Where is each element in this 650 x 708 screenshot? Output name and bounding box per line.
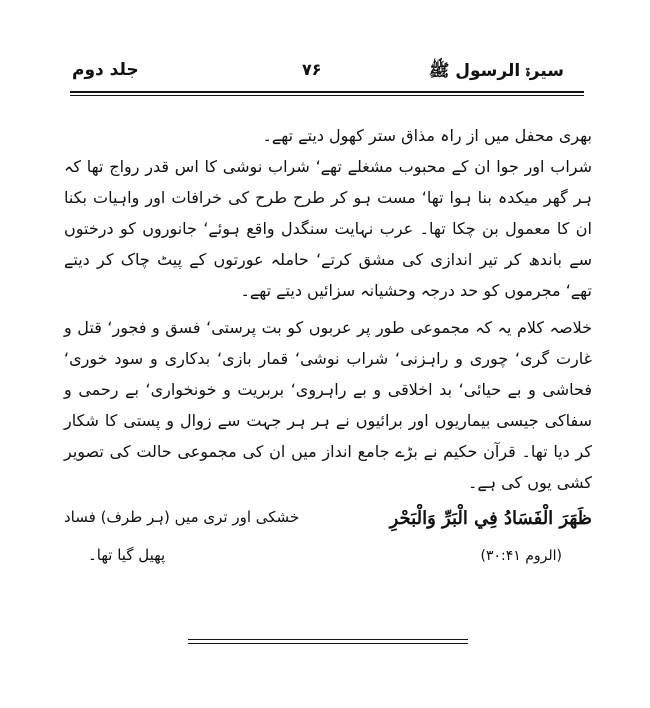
book-title: سیرۃ الرسول ﷺ (428, 61, 564, 81)
verse-translation-line-2: پھیل گیا تھا۔ (88, 546, 166, 564)
paragraph-3: خلاصہ کلام یہ کہ مجموعی طور پر عربوں کو بت پرستی‘ فسق و فجور‘ قتل و غارت گری‘ چوری و راہزنی‘ شراب نوشی‘ قمار بازی‘ بدکاری و سود خوری‘ فحاشی و بے حیائی‘ بد اخلاقی و بے راہروی‘ بربریت و خونخواری‘ بے رحمی و سفاکی جیسی بیماریوں اور برائیوں نے ہر ہر جہت سے زوال و پستی کا شکار کر دیا تھا۔ قرآن حکیم نے بڑے جامع انداز میں ان کی مجموعی حالت کی تصویر کشی یوں کی ہے۔ (64, 318, 592, 492)
body-text (64, 120, 592, 498)
footer-rule (188, 639, 468, 640)
volume-label: جلد دوم (72, 60, 139, 80)
paragraph-1: بھری محفل میں از راہ مذاق ستر کھول دیتے تھے۔ (262, 126, 592, 145)
verse-translation-line-1: خشکی اور تری میں (ہر طرف) فساد (64, 508, 300, 526)
footer-rule-thin (188, 643, 468, 644)
header-rule (70, 91, 584, 93)
paragraph-2: شراب اور جوا ان کے محبوب مشغلے تھے‘ شراب نوشی کا اس قدر رواج تھا کہ ہر گھر میکدہ بنا ہوا تھا‘ مست ہو کر طرح طرح کی خرافات اور واہیات بکنا ان کا معمول بن چکا تھا۔ عرب نہایت سنگدل واقع ہوئے‘ جانوروں کو درختوں سے باندھ کر تیر اندازی کی مشق کرتے‘ حاملہ عورتوں کے پیٹ چاک کر دیتے تھے‘ مجرموں کو حد درجہ وحشیانہ سزائیں دیتے تھے۔ (64, 157, 592, 300)
header-rule-thin (70, 95, 584, 96)
verse-reference: (الروم ۳۰:۴۱) (480, 548, 562, 564)
verse-arabic: ظَهَرَ الْفَسَادُ فِي الْبَرِّ وَالْبَحْرِ (389, 508, 592, 529)
page-number: ۷۶ (302, 60, 322, 79)
